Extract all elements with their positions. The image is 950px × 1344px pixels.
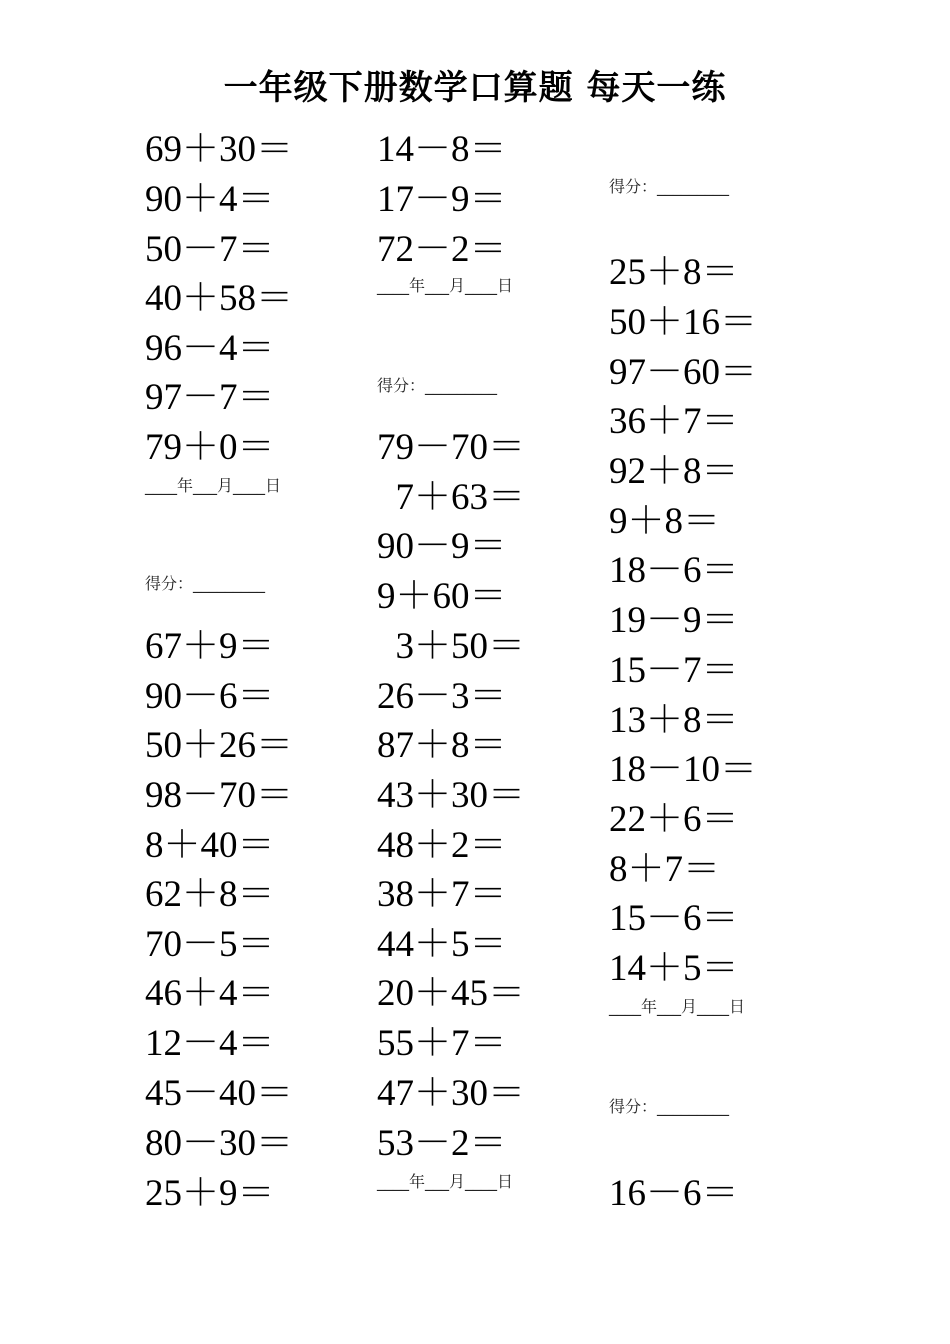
problem: 70－5＝ — [145, 924, 275, 965]
problem: 12－4＝ — [145, 1023, 275, 1064]
problem: 3＋50＝ — [377, 626, 525, 667]
page-title: 一年级下册数学口算题 每天一练 — [223, 68, 727, 108]
problem: 50－7＝ — [145, 229, 275, 270]
problem: 9＋8＝ — [609, 501, 720, 542]
problem: 15－6＝ — [609, 898, 739, 939]
problem: 36＋7＝ — [609, 401, 739, 442]
problem: 90－6＝ — [145, 676, 275, 717]
problem: 90－9＝ — [377, 526, 507, 567]
problem: 16－6＝ — [609, 1173, 739, 1214]
problem: 69＋30＝ — [145, 129, 293, 170]
problem: 22＋6＝ — [609, 799, 739, 840]
problem: 17－9＝ — [377, 179, 507, 220]
problem: 8＋7＝ — [609, 849, 720, 890]
problem: 9＋60＝ — [377, 576, 507, 617]
problem: 50＋16＝ — [609, 302, 757, 343]
score-line: 得分：_________ — [145, 574, 266, 593]
problem: 15－7＝ — [609, 650, 739, 691]
problem: 50＋26＝ — [145, 725, 293, 766]
date-line: ____年___月____日 — [145, 476, 282, 495]
date-line: ____年___月____日 — [609, 997, 746, 1016]
score-line: 得分：_________ — [609, 177, 730, 196]
problem: 38＋7＝ — [377, 874, 507, 915]
problem: 40＋58＝ — [145, 278, 293, 319]
problem: 79－70＝ — [377, 427, 525, 468]
problem: 44＋5＝ — [377, 924, 507, 965]
problem: 46＋4＝ — [145, 973, 275, 1014]
problem: 53－2＝ — [377, 1123, 507, 1164]
date-line: ____年___月____日 — [377, 1172, 514, 1191]
problem: 18－6＝ — [609, 550, 739, 591]
problem: 8＋40＝ — [145, 825, 275, 866]
score-line: 得分：_________ — [377, 376, 498, 395]
problem: 48＋2＝ — [377, 825, 507, 866]
problem: 14＋5＝ — [609, 948, 739, 989]
problem: 97－7＝ — [145, 377, 275, 418]
problem: 43＋30＝ — [377, 775, 525, 816]
problem: 62＋8＝ — [145, 874, 275, 915]
date-line: ____年___月____日 — [377, 276, 514, 295]
problem: 96－4＝ — [145, 328, 275, 369]
problem: 25＋9＝ — [145, 1173, 275, 1214]
problem: 87＋8＝ — [377, 725, 507, 766]
problem: 45－40＝ — [145, 1073, 293, 1114]
problem: 13＋8＝ — [609, 700, 739, 741]
problem: 98－70＝ — [145, 775, 293, 816]
problem: 25＋8＝ — [609, 252, 739, 293]
problem: 55＋7＝ — [377, 1023, 507, 1064]
problem: 26－3＝ — [377, 676, 507, 717]
problem: 72－2＝ — [377, 229, 507, 270]
problem: 20＋45＝ — [377, 973, 525, 1014]
problem: 19－9＝ — [609, 600, 739, 641]
problem: 7＋63＝ — [377, 477, 525, 518]
problem: 97－60＝ — [609, 352, 757, 393]
problem: 18－10＝ — [609, 749, 757, 790]
problem: 92＋8＝ — [609, 451, 739, 492]
problem: 80－30＝ — [145, 1123, 293, 1164]
score-line: 得分：_________ — [609, 1097, 730, 1116]
problem: 90＋4＝ — [145, 179, 275, 220]
problem: 67＋9＝ — [145, 626, 275, 667]
problem: 79＋0＝ — [145, 427, 275, 468]
problem: 14－8＝ — [377, 129, 507, 170]
problem: 47＋30＝ — [377, 1073, 525, 1114]
